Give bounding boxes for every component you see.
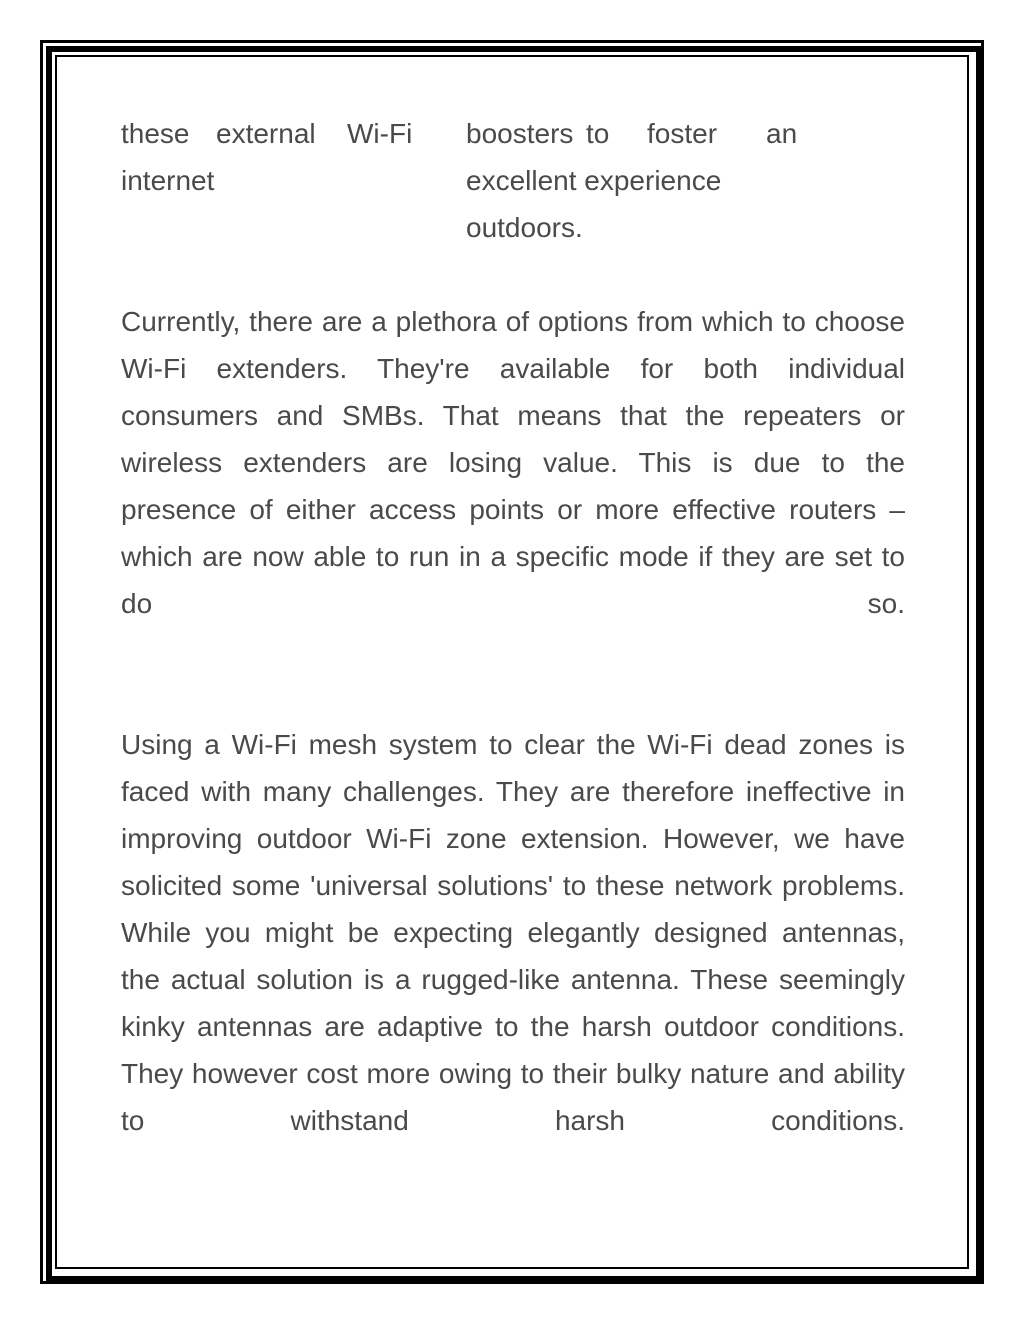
fragment-word: to bbox=[586, 118, 610, 149]
fragment-word: Wi-Fi bbox=[347, 118, 413, 149]
fragment-word: external bbox=[216, 118, 316, 149]
fragment-word: an bbox=[766, 118, 798, 149]
fragment-word: internet bbox=[121, 165, 215, 196]
document-body bbox=[121, 110, 905, 1144]
fragment-row-2 bbox=[121, 157, 905, 204]
fragment-row-1 bbox=[121, 110, 905, 157]
paragraph-mesh-system: Using a Wi-Fi mesh system to clear the Wi-Fi dead zones is faced with many challenges. They are therefore ineffective in improving outdoor Wi-Fi zone extension. However, we have solicited some 'universal solutions' to these network problems. While you might be expecting elegantly designed antennas, the actual solution is a rugged-like antenna. These seemingly kinky antennas are adaptive to the harsh outdoor conditions. They however cost more owing to their bulky nature and ability to withstand harsh conditions. bbox=[121, 729, 905, 1136]
fragment-word: outdoors. bbox=[466, 212, 583, 243]
paragraph-wifi-extenders: Currently, there are a plethora of options from which to choose Wi-Fi extenders. They're available for both individual consumers and SMBs. That means that the repeaters or wireless extenders are losing value. This is due to the presence of either access points or more effective routers – which are now able to run in a specific mode if they are set to do so. bbox=[121, 306, 905, 619]
fragment-word: excellent experience bbox=[466, 165, 722, 196]
fragment-word: foster bbox=[647, 118, 718, 149]
table-fragment bbox=[121, 110, 905, 251]
fragment-word: these bbox=[121, 118, 190, 149]
fragment-row-3 bbox=[121, 204, 905, 251]
fragment-word: boosters bbox=[466, 118, 574, 149]
